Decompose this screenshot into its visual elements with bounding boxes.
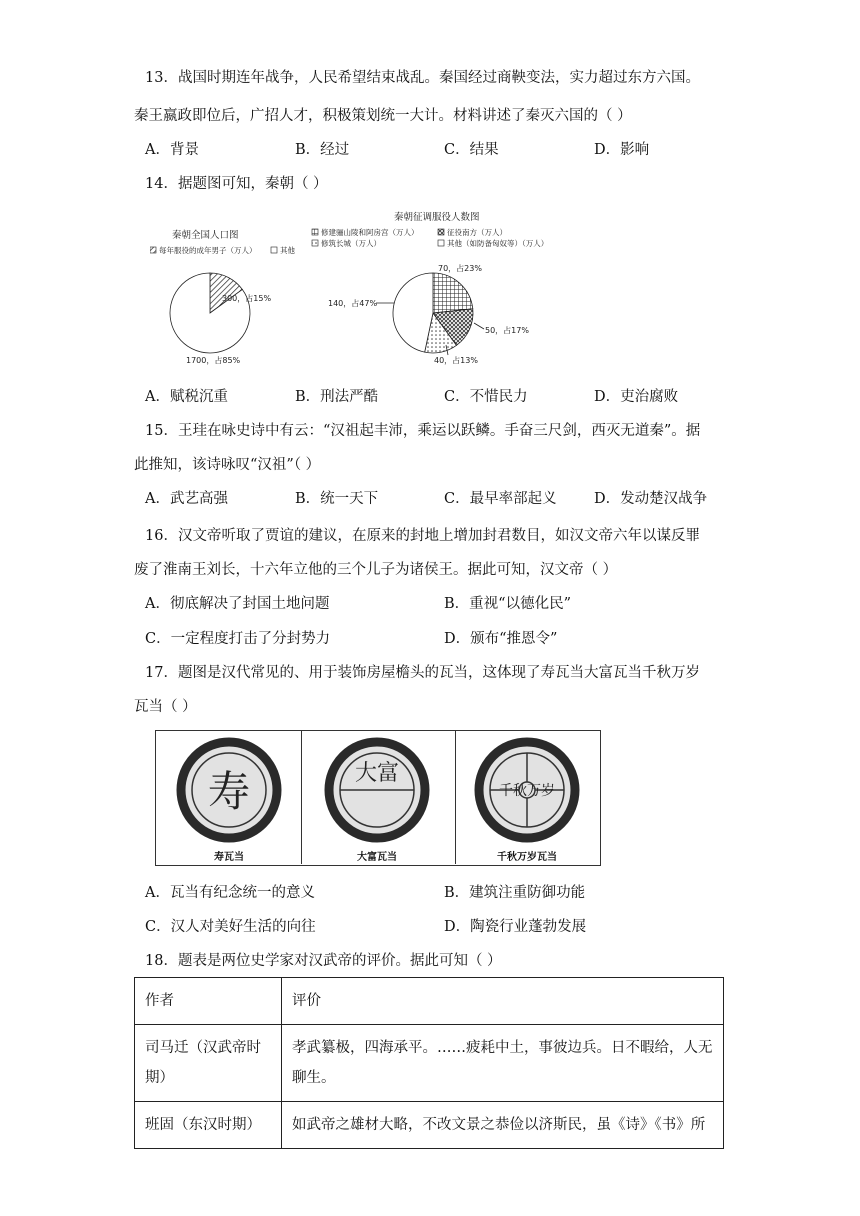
q14-option-a[interactable]: A．赋税沉重 <box>145 389 228 405</box>
q16-stem-line2: 废了淮南王刘长，十六年立他的三个儿子为诸侯王。据此可知，汉文帝（ ） <box>134 562 618 578</box>
chart2-slice-label-2: 40，占13% <box>434 356 478 365</box>
q16-option-d[interactable]: D．颁布“推恩令” <box>444 631 558 647</box>
q17-option-a[interactable]: A．瓦当有纪念统一的意义 <box>145 885 315 901</box>
tile-shou <box>157 732 301 860</box>
q15-stem-line2: 此推知，该诗咏叹“汉祖”（ ） <box>134 457 321 473</box>
chart1-legend-swatch-1 <box>271 247 277 253</box>
pie2-slice-0 <box>433 273 473 313</box>
table-row <box>135 1102 724 1149</box>
chart2-legend-0: 修建骊山陵和阿房宫（万人） <box>321 228 419 237</box>
table-header-evaluation: 评价 <box>282 978 724 1025</box>
table-cell-evaluation: 孝武纂极，四海承平。……疲耗中土，事彼边兵。日不暇给，人无聊生。 <box>282 1025 724 1102</box>
q13-option-a[interactable]: A．背景 <box>145 142 199 158</box>
chart1-title: 秦朝全国人口图 <box>172 230 239 241</box>
tile-shou-glyph: 寿 <box>207 767 251 816</box>
chart1-slice-label-1: 1700，占85% <box>186 356 241 365</box>
table-cell-author: 司马迁（汉武帝时期） <box>135 1025 282 1102</box>
chart1-legend-swatch-0 <box>150 247 156 253</box>
pie2-slice-3 <box>393 273 433 352</box>
q13-option-c[interactable]: C．结果 <box>444 142 499 158</box>
chart1-slice-label-0: 300，占15% <box>222 294 272 303</box>
q18-table <box>134 977 724 1149</box>
q17-option-b[interactable]: B．建筑注重防御功能 <box>444 885 586 901</box>
chart1-legend-0: 每年服役的成年男子（万人） <box>159 246 257 255</box>
chart1-pie <box>170 273 250 353</box>
chart2-legend-3: 其他（如防备匈奴等）（万人） <box>447 239 549 248</box>
table-header-row <box>135 978 724 1025</box>
q14-option-c[interactable]: C．不惜民力 <box>444 389 528 405</box>
q13-stem-line1: 13．战国时期连年战争，人民希望结束战乱。秦国经过商鞅变法，实力超过东方六国。 <box>145 70 700 86</box>
q14-stem: 14．据题图可知，秦朝（ ） <box>145 176 328 192</box>
q14-option-b[interactable]: B．刑法严酷 <box>295 389 379 405</box>
chart2-slice-label-0: 70，占23% <box>438 264 482 273</box>
q13-stem-line2: 秦王嬴政即位后，广招人才，积极策划统一大计。材料讲述了秦灭六国的（ ） <box>134 108 632 124</box>
q17-stem-line1: 17．题图是汉代常见的、用于装饰房屋檐头的瓦当，这体现了寿瓦当大富瓦当千秋万岁 <box>145 665 700 681</box>
q16-option-b[interactable]: B．重视“以德化民” <box>444 596 571 612</box>
chart2-legend-swatch-0 <box>312 229 318 235</box>
q13-option-b[interactable]: B．经过 <box>295 142 350 158</box>
chart2-pie <box>393 273 473 353</box>
chart2-legend-2: 修筑长城（万人） <box>321 239 381 248</box>
tile-qianqiu <box>455 732 599 860</box>
chart2-slice-label-1: 50，占17% <box>485 326 529 335</box>
chart2-legend-swatch-1 <box>438 229 444 235</box>
table-header-author: 作者 <box>135 978 282 1025</box>
tile-caption-shou: 寿瓦当 <box>214 852 244 863</box>
chart2-title: 秦朝征调服役人数图 <box>394 212 480 223</box>
q14-option-d[interactable]: D．吏治腐败 <box>594 389 679 405</box>
q15-option-c[interactable]: C．最早率部起义 <box>444 491 557 507</box>
q15-option-a[interactable]: A．武艺高强 <box>145 491 228 507</box>
q17-divider-1 <box>301 730 302 864</box>
table-row <box>135 1025 724 1102</box>
q14-charts <box>150 205 550 375</box>
q17-stem-line2: 瓦当（ ） <box>134 699 197 715</box>
table-cell-evaluation: 如武帝之雄材大略，不改文景之恭俭以济斯民，虽《诗》《书》所 <box>282 1102 724 1149</box>
chart2-slice-label-3: 140，占47% <box>328 299 378 308</box>
chart2-legend-swatch-3 <box>438 240 444 246</box>
chart2-legend-swatch-2 <box>312 240 318 246</box>
q16-option-c[interactable]: C．一定程度打击了分封势力 <box>145 631 331 647</box>
chart2-legend-1: 征役南方（万人） <box>447 228 507 237</box>
q17-option-c[interactable]: C．汉人对美好生活的向往 <box>145 919 316 935</box>
q15-stem-line1: 15．王珪在咏史诗中有云：“汉祖起丰沛，乘运以跃鳞。手奋三尺剑，西灭无道秦”。据 <box>145 423 701 439</box>
tile-caption-dafu: 大富瓦当 <box>357 852 397 863</box>
tile-qianqiu-glyph: 千秋万岁 <box>499 783 555 799</box>
q16-stem-line1: 16．汉文帝听取了贾谊的建议，在原来的封地上增加封君数目，如汉文帝六年以谋反罪 <box>145 528 700 544</box>
q16-option-a[interactable]: A．彻底解决了封国土地问题 <box>145 596 330 612</box>
q17-option-d[interactable]: D．陶瓷行业蓬勃发展 <box>444 919 587 935</box>
q18-stem: 18．题表是两位史学家对汉武帝的评价。据此可知（ ） <box>145 953 502 969</box>
chart2-leader-1 <box>474 323 484 329</box>
chart1-legend-1: 其他 <box>280 246 295 255</box>
tile-caption-qianqiu: 千秋万岁瓦当 <box>497 852 557 863</box>
table-cell-author: 班固（东汉时期） <box>135 1102 282 1149</box>
tile-dafu <box>305 732 449 860</box>
q15-option-d[interactable]: D．发动楚汉战争 <box>594 491 708 507</box>
q15-option-b[interactable]: B．统一天下 <box>295 491 379 507</box>
tile-dafu-glyph: 大富 <box>354 761 400 786</box>
q13-option-d[interactable]: D．影响 <box>594 142 650 158</box>
